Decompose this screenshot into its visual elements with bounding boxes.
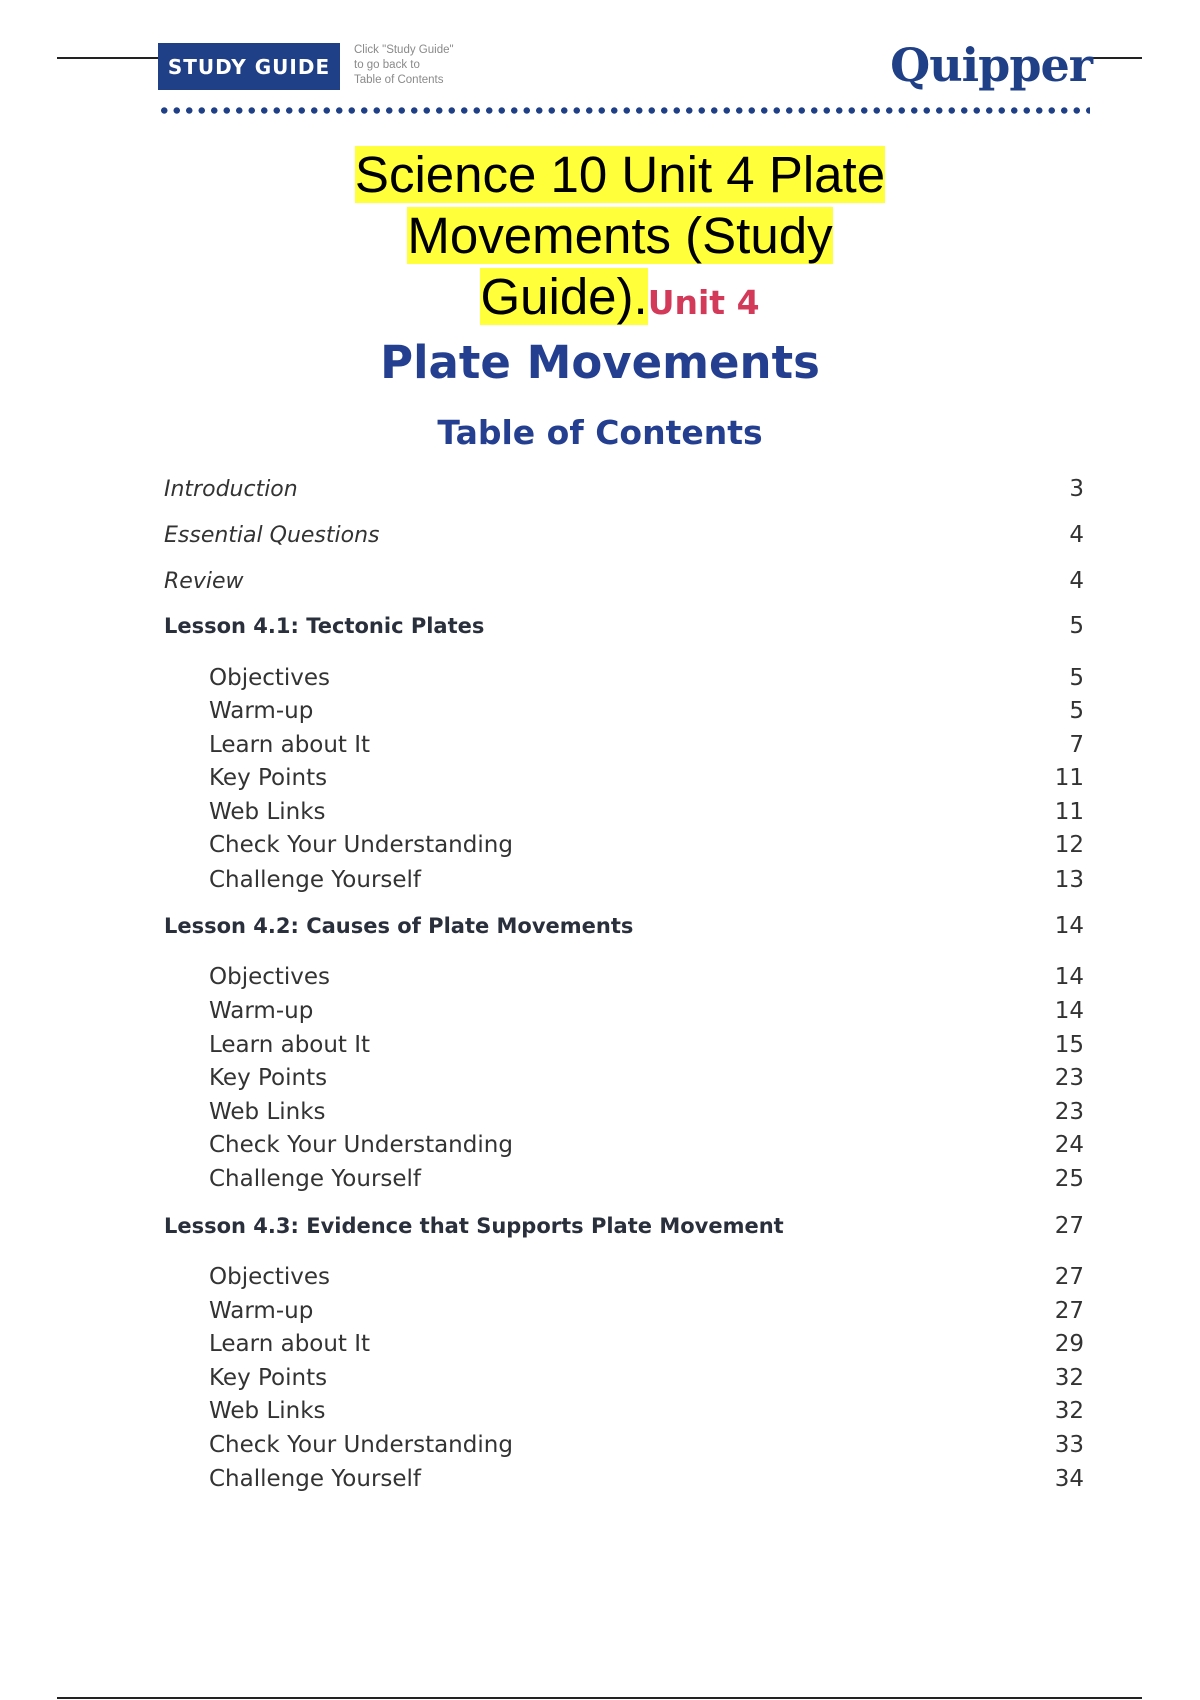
toc-entry-label: Check Your Understanding [209,1432,513,1458]
toc-page-number: 12 [1054,832,1084,858]
dotted-divider [158,106,1090,115]
toc-page-number: 5 [1069,613,1084,639]
toc-row[interactable] [164,1099,1084,1125]
toc-entry-label: Learn about It [209,1331,371,1357]
toc-page-number: 25 [1054,1166,1084,1192]
toc-entry-label: Key Points [209,765,328,791]
toc-row[interactable] [164,476,1084,502]
toc-heading: Table of Contents [437,413,763,452]
header-rule-left [57,57,158,59]
toc-row[interactable] [164,998,1084,1024]
toc-entry-label: Challenge Yourself [209,1166,422,1192]
toc-page-number: 13 [1054,867,1084,893]
toc-page-number: 15 [1054,1032,1084,1058]
toc-page-number: 4 [1069,522,1084,548]
toc-page-number: 23 [1054,1099,1084,1125]
toc-page-number: 27 [1054,1264,1084,1290]
toc-entry-label: Warm-up [209,998,314,1024]
toc-row[interactable] [164,1466,1084,1492]
toc-entry-label: Lesson 4.3: Evidence that Supports Plate Movement [164,1214,784,1238]
toc-page-number: 29 [1054,1331,1084,1357]
toc-row[interactable] [164,1365,1084,1391]
unit-label: Unit 4 [647,283,760,322]
toc-row[interactable] [164,698,1084,724]
toc-page-number: 3 [1069,476,1084,502]
toc-entry-label: Objectives [209,964,331,990]
study-guide-button[interactable]: STUDY GUIDE [158,43,340,90]
toc-entry-label: Learn about It [209,1032,371,1058]
toc-entry-label: Key Points [209,1065,328,1091]
title-line: Guide). [480,268,648,325]
footer-rule [57,1697,1142,1699]
toc-page-number: 23 [1054,1065,1084,1091]
toc-row[interactable] [164,799,1084,825]
toc-row[interactable] [164,1264,1084,1290]
toc-page-number: 11 [1054,765,1084,791]
toc-entry-label: Web Links [209,1398,326,1424]
title-line: Movements (Study [407,207,833,264]
toc-row[interactable] [164,732,1084,758]
toc-page-number: 33 [1054,1432,1084,1458]
toc-page-number: 7 [1069,732,1084,758]
toc-entry-label: Objectives [209,1264,331,1290]
toc-entry-label: Web Links [209,1099,326,1125]
toc-page-number: 32 [1054,1365,1084,1391]
toc-entry-label: Warm-up [209,698,314,724]
study-guide-hint [354,43,494,88]
toc-page-number: 11 [1054,799,1084,825]
toc-entry-label: Lesson 4.2: Causes of Plate Movements [164,914,634,938]
toc-row[interactable] [164,1166,1084,1192]
document-title [250,144,990,333]
toc-page-number: 14 [1054,998,1084,1024]
toc-row[interactable] [164,1331,1084,1357]
toc-row[interactable] [164,1432,1084,1458]
toc-row[interactable] [164,1065,1084,1091]
toc-row[interactable] [164,964,1084,990]
toc-page-number: 5 [1069,665,1084,691]
toc-entry-label: Essential Questions [164,523,380,548]
header-rule-right [1090,57,1142,59]
toc-entry-label: Warm-up [209,1298,314,1324]
toc-entry-label: Web Links [209,799,326,825]
toc-lesson-row[interactable] [164,913,1084,939]
toc-entry-label: Objectives [209,665,331,691]
toc-entry-label: Check Your Understanding [209,1132,513,1158]
toc-page-number: 34 [1054,1466,1084,1492]
toc-row[interactable] [164,832,1084,858]
toc-page-number: 14 [1054,964,1084,990]
toc-page-number: 4 [1069,568,1084,594]
toc-entry-label: Lesson 4.1: Tectonic Plates [164,614,485,638]
toc-row[interactable] [164,568,1084,594]
quipper-logo: Quipper [890,38,1092,92]
toc-page-number: 27 [1054,1298,1084,1324]
title-line: Science 10 Unit 4 Plate [354,146,886,203]
toc-lesson-row[interactable] [164,1213,1084,1239]
unit-name: Plate Movements [380,336,820,389]
toc-entry-label: Introduction [164,477,298,502]
toc-entry-label: Challenge Yourself [209,867,422,893]
toc-row[interactable] [164,765,1084,791]
hint-line: to go back to [354,59,420,71]
toc-entry-label: Learn about It [209,732,371,758]
toc-page-number: 14 [1054,913,1084,939]
toc-row[interactable] [164,1298,1084,1324]
toc-row[interactable] [164,1398,1084,1424]
toc-page-number: 32 [1054,1398,1084,1424]
toc-entry-label: Challenge Yourself [209,1466,422,1492]
toc-row[interactable] [164,665,1084,691]
toc-row[interactable] [164,522,1084,548]
toc-entry-label: Key Points [209,1365,328,1391]
toc-entry-label: Check Your Understanding [209,832,513,858]
toc-lesson-row[interactable] [164,613,1084,639]
toc-row[interactable] [164,867,1084,893]
toc-page-number: 5 [1069,698,1084,724]
hint-line: Click "Study Guide" [354,44,454,56]
toc-page-number: 27 [1054,1213,1084,1239]
hint-line: Table of Contents [354,74,444,86]
toc-page-number: 24 [1054,1132,1084,1158]
toc-row[interactable] [164,1032,1084,1058]
toc-row[interactable] [164,1132,1084,1158]
toc-entry-label: Review [164,569,244,594]
